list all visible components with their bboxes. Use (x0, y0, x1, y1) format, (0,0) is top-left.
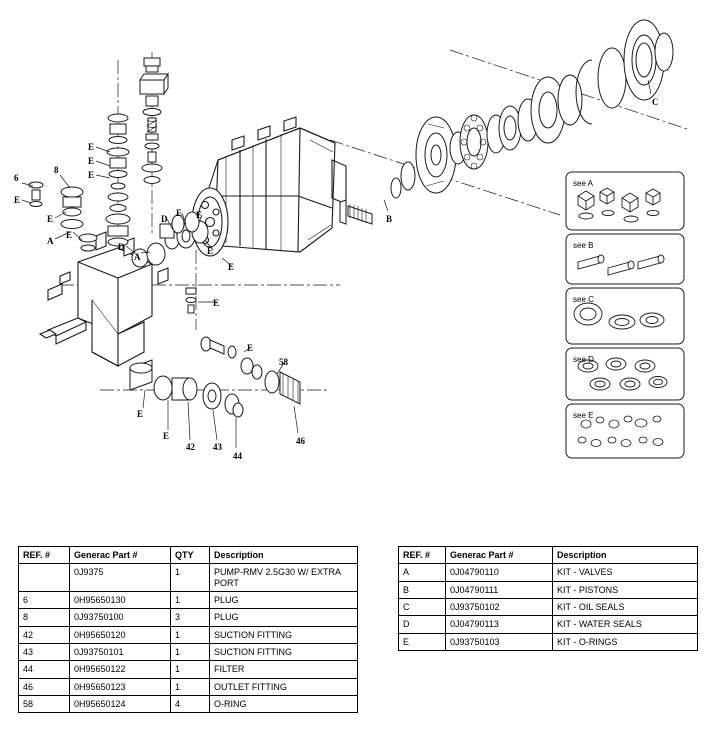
cell-desc: FILTER (210, 661, 358, 678)
callout-e-13: E (137, 409, 144, 419)
cell-qty: 1 (171, 644, 210, 661)
table-row (19, 661, 358, 678)
cell-ref: D (399, 616, 446, 633)
cell-desc: KIT - VALVES (553, 564, 698, 581)
crankshaft-assembly (340, 20, 673, 224)
cell-qty: 1 (171, 626, 210, 643)
callout-c: C (652, 97, 659, 107)
callout-e-7: E (176, 208, 183, 218)
callout-a-2: A (134, 252, 141, 262)
kit-box-label-d: see D (573, 355, 594, 364)
callout-e-3: E (66, 230, 73, 240)
cell-ref: A (399, 564, 446, 581)
cell-desc: PUMP-RMV 2.5G30 W/ EXTRA PORT (210, 564, 358, 592)
callout-e-11: E (213, 298, 220, 308)
callout-e-9: E (207, 246, 214, 256)
table-row (399, 616, 698, 633)
cell-ref: 46 (19, 678, 70, 695)
callout-b: B (386, 214, 393, 224)
cell-part: 0J93750103 (446, 633, 553, 650)
callout-e-8: E (196, 210, 203, 220)
cell-part: 0J04790110 (446, 564, 553, 581)
cell-ref (19, 564, 70, 592)
cell-qty: 1 (171, 592, 210, 609)
cell-part: 0H95650122 (70, 661, 171, 678)
cell-part: 0J9375 (70, 564, 171, 592)
cell-qty: 3 (171, 609, 210, 626)
cell-qty: 1 (171, 678, 210, 695)
cell-part: 0H95650124 (70, 696, 171, 713)
table-row (19, 678, 358, 695)
cell-desc: KIT - WATER SEALS (553, 616, 698, 633)
cell-part: 0J93750101 (70, 644, 171, 661)
callout-8: 8 (54, 165, 59, 175)
lower-fittings (130, 337, 300, 417)
cell-desc: KIT - OIL SEALS (553, 599, 698, 616)
callout-e-4: E (88, 142, 95, 152)
cell-part: 0H95650123 (70, 678, 171, 695)
column-header-part: Generac Part # (70, 547, 171, 564)
cell-part: 0J93750102 (446, 599, 553, 616)
kit-box-contents (574, 188, 667, 447)
cell-desc: SUCTION FITTING (210, 626, 358, 643)
callout-e-12: E (247, 343, 254, 353)
callout-e-10: E (228, 262, 235, 272)
kit-box-label-c: see C (573, 295, 594, 304)
cell-desc: KIT - PISTONS (553, 581, 698, 598)
table-row (19, 626, 358, 643)
cell-part: 0J04790113 (446, 616, 553, 633)
table-row (399, 564, 698, 581)
cell-ref: C (399, 599, 446, 616)
table-row (19, 644, 358, 661)
column-header-desc: Description (210, 547, 358, 564)
column-header-ref: REF. # (19, 547, 70, 564)
cell-desc: OUTLET FITTING (210, 678, 358, 695)
table-row (19, 592, 358, 609)
cell-qty: 1 (171, 661, 210, 678)
cell-desc: KIT - O-RINGS (553, 633, 698, 650)
cell-ref: 8 (19, 609, 70, 626)
table-row (19, 564, 358, 592)
cell-part: 0H95650120 (70, 626, 171, 643)
cell-part: 0J04790111 (446, 581, 553, 598)
callout-46: 46 (296, 436, 305, 446)
table-header-row (19, 547, 358, 564)
cell-desc: SUCTION FITTING (210, 644, 358, 661)
cell-ref: 6 (19, 592, 70, 609)
cell-part: 0J93750100 (70, 609, 171, 626)
cell-ref: 42 (19, 626, 70, 643)
cell-desc: PLUG (210, 592, 358, 609)
cell-qty: 4 (171, 696, 210, 713)
callout-58: 58 (279, 357, 288, 367)
column-header-desc: Description (553, 547, 698, 564)
table-header-row (399, 547, 698, 564)
pump-crankcase (192, 117, 346, 256)
column-header-part: Generac Part # (446, 547, 553, 564)
column-header-qty: QTY (171, 547, 210, 564)
callout-d-1: D (118, 242, 125, 252)
callout-e-2: E (47, 214, 54, 224)
callout-e-6: E (88, 170, 95, 180)
cell-ref: 44 (19, 661, 70, 678)
callout-42: 42 (186, 442, 195, 452)
cell-ref: 58 (19, 696, 70, 713)
cell-ref: B (399, 581, 446, 598)
cell-ref: E (399, 633, 446, 650)
column-header-ref: REF. # (399, 547, 446, 564)
parts-table-left (18, 546, 358, 713)
cell-qty: 1 (171, 564, 210, 592)
cell-desc: O-RING (210, 696, 358, 713)
callout-e-5: E (88, 156, 95, 166)
cell-ref: 43 (19, 644, 70, 661)
callout-e-1: E (14, 195, 21, 205)
kit-box-label-a: see A (573, 179, 594, 188)
callout-43: 43 (213, 442, 222, 452)
parts-table-right (398, 546, 698, 651)
table-row (19, 696, 358, 713)
kit-box-label-e: see E (573, 411, 594, 420)
table-row (19, 609, 358, 626)
table-row (399, 581, 698, 598)
callout-44: 44 (233, 451, 242, 461)
callout-d-2: D (161, 214, 168, 224)
callout-6: 6 (14, 173, 19, 183)
cell-part: 0H95650130 (70, 592, 171, 609)
callout-a-1: A (47, 236, 54, 246)
table-row (399, 633, 698, 650)
cell-desc: PLUG (210, 609, 358, 626)
callout-e-14: E (163, 431, 170, 441)
table-row (399, 599, 698, 616)
kit-box-label-b: see B (573, 241, 594, 250)
